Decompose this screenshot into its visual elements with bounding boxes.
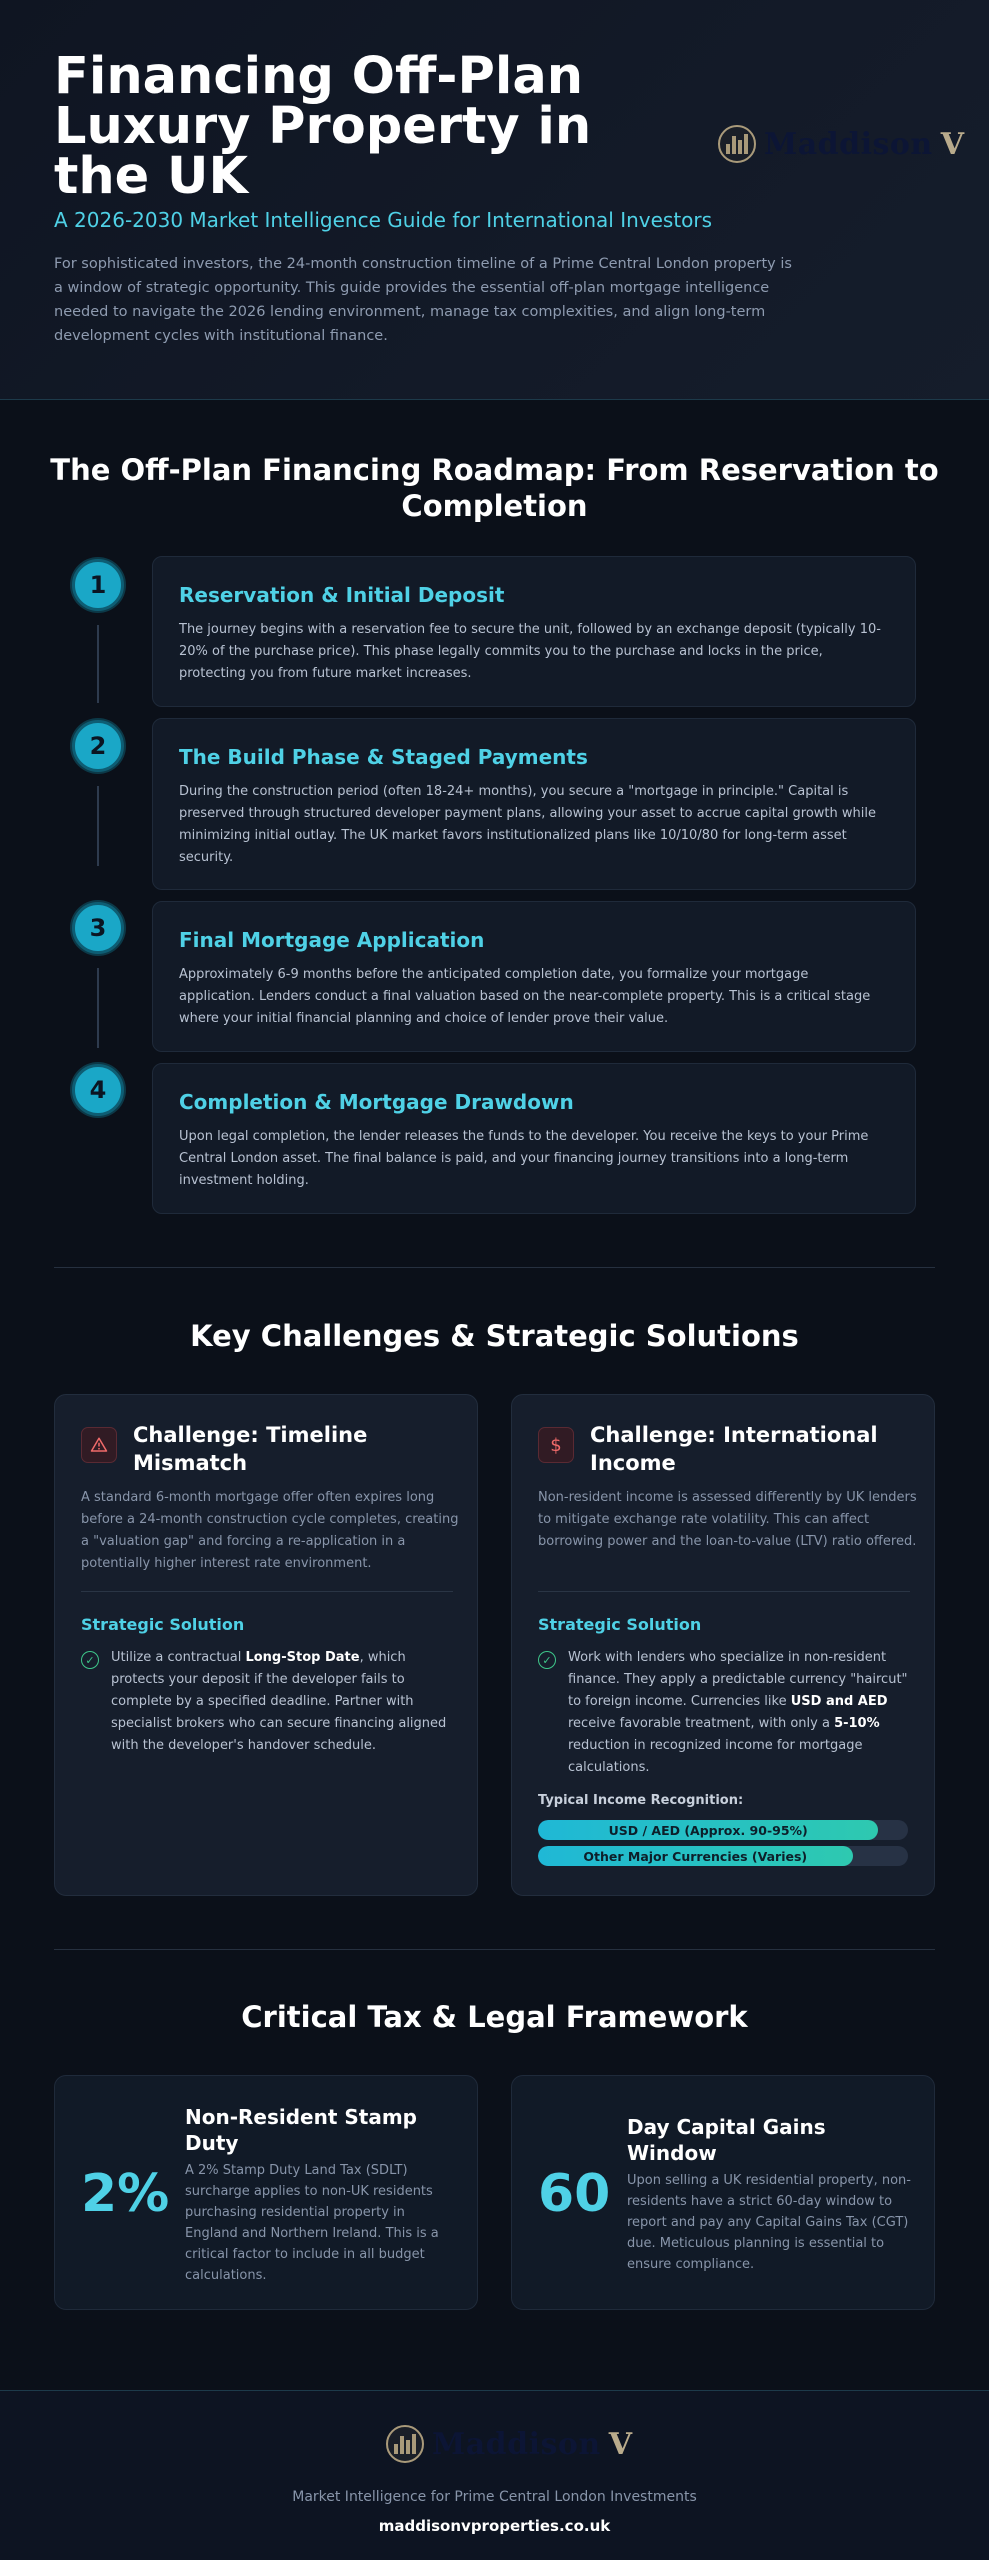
intro-text: For sophisticated investors, the 24-month construction timeline of a Prime Central London property is a window of strategic opportunity. This guide provides the essential off-plan mortgage intelligence needed to navigate the 2026 lending environment, manage tax complexities, and align long-term development cycles with institutional finance. [54,256,792,344]
step-card-reservation [152,556,916,707]
challenge-card-timeline [54,1394,478,1896]
step-number-1: 1 [72,559,124,611]
income-bar-usd-aed [538,1820,908,1840]
step-title: Completion & Mortgage Drawdown [179,1090,574,1114]
step-number-3: 3 [72,902,124,954]
step-title: The Build Phase & Staged Payments [179,745,588,769]
tax-card-cgt-window [511,2075,935,2310]
warning-icon [81,1427,117,1463]
tax-figure: 2% [81,2164,170,2224]
tax-card-title: Day Capital Gains Window [627,2115,826,2165]
challenge-card-income [511,1394,935,1896]
step-title: Final Mortgage Application [179,928,485,952]
challenge-description: Non-resident income is assessed differently by UK lenders to mitigate exchange rate volatility. This can affect borrowing power and the loan-to-value (LTV) ratio offered. [538,1490,917,1549]
page-subtitle: A 2026-2030 Market Intelligence Guide for International Investors [54,208,713,232]
challenges-title: Key Challenges & Strategic Solutions [190,1319,799,1353]
section-divider [54,1949,935,1950]
building-icon [718,125,756,163]
income-bar-other [538,1846,908,1866]
step-connector [97,786,99,866]
step-title: Reservation & Initial Deposit [179,583,505,607]
step-connector [97,968,99,1048]
step-body: The journey begins with a reservation fee to secure the unit, followed by an exchange deposit (typically 10-20% of the purchase price). This phase legally commits you to the purchase and locks in the price, protecting you from future market increases. [179,622,881,681]
footer-brand-logo [386,2425,632,2463]
income-bar-fill: USD / AED (Approx. 90-95%) [538,1820,878,1840]
card-divider [538,1591,910,1592]
tax-card-description: A 2% Stamp Duty Land Tax (SDLT) surcharge applies to non-UK residents purchasing residential property in England and Northern Ireland. This is a critical factor to include in all budget calculations. [185,2163,439,2283]
challenge-description: A standard 6-month mortgage offer often expires long before a 24-month construction cycle completes, creating a "valuation gap" and forcing a re-application in a potentially higher interest rate environment. [81,1490,459,1571]
step-body: Upon legal completion, the lender releases the funds to the developer. You receive the keys to your Prime Central London asset. The final balance is paid, and your financing journey transitions into a long-term investment holding. [179,1129,869,1188]
roadmap-title: The Off-Plan Financing Roadmap: From Reservation to Completion [50,453,939,523]
check-icon: ✓ [81,1651,99,1669]
dollar-icon: $ [538,1427,574,1463]
tax-title: Critical Tax & Legal Framework [241,2000,748,2034]
solution-text: Work with lenders who specialize in non-resident finance. They apply a predictable currency "haircut" to foreign income. Currencies like USD and AED receive favorable treatment, with only a 5-10% reduction in recognized income for mortgage calculations. [568,1650,908,1775]
building-icon [386,2425,424,2463]
check-icon: ✓ [538,1651,556,1669]
brand-logo [718,124,964,164]
footer-tagline: Market Intelligence for Prime Central London Investments [292,2489,697,2505]
tax-card-description: Upon selling a UK residential property, non-residents have a strict 60-day window to report and pay any Capital Gains Tax (CGT) due. Meticulous planning is essential to ensure compliance. [627,2173,911,2272]
solution-label: Strategic Solution [538,1615,702,1634]
hero-section [0,0,989,400]
step-number-2: 2 [72,720,124,772]
challenge-title: Challenge: International Income [590,1423,878,1475]
income-bar-fill: Other Major Currencies (Varies) [538,1846,853,1866]
step-connector [97,625,99,703]
step-card-completion [152,1063,916,1214]
website-link[interactable]: maddisonvproperties.co.uk [378,2517,611,2535]
step-body: During the construction period (often 18-24+ months), you secure a "mortgage in principle." Capital is preserved through structured developer payment plans, allowing your asset to accrue capital growth while minimizing initial outlay. The UK market favors institutionalized plans like 10/10/80 for long-term asset security. [179,784,876,865]
solution-text: Utilize a contractual Long-Stop Date, which protects your deposit if the developer fails to complete by a specified deadline. Partner with specialist brokers who can secure financing aligned with the developer's handover schedule. [111,1650,447,1753]
step-card-build-phase [152,718,916,890]
challenge-title: Challenge: Timeline Mismatch [133,1423,368,1475]
step-number-4: 4 [72,1064,124,1116]
brand-suffix: V [608,2426,632,2462]
tax-card-stamp-duty [54,2075,478,2310]
brand-name: Maddison [764,126,933,162]
solution-label: Strategic Solution [81,1615,245,1634]
brand-name: Maddison [432,2426,601,2462]
tax-figure: 60 [538,2164,611,2224]
page-title: Financing Off-Plan Luxury Property in the UK [54,47,592,206]
step-body: Approximately 6-9 months before the anticipated completion date, you formalize your mortgage application. Lenders conduct a final valuation based on the near-complete property. This is a critical stage where your initial financial planning and choice of lender prove their value. [179,967,871,1026]
brand-suffix: V [940,126,964,162]
tax-card-title: Non-Resident Stamp Duty [185,2105,418,2155]
footer [0,2390,989,2560]
card-divider [81,1591,453,1592]
section-divider [54,1267,935,1268]
step-card-final-mortgage [152,901,916,1052]
income-recognition-label: Typical Income Recognition: [538,1793,744,1808]
